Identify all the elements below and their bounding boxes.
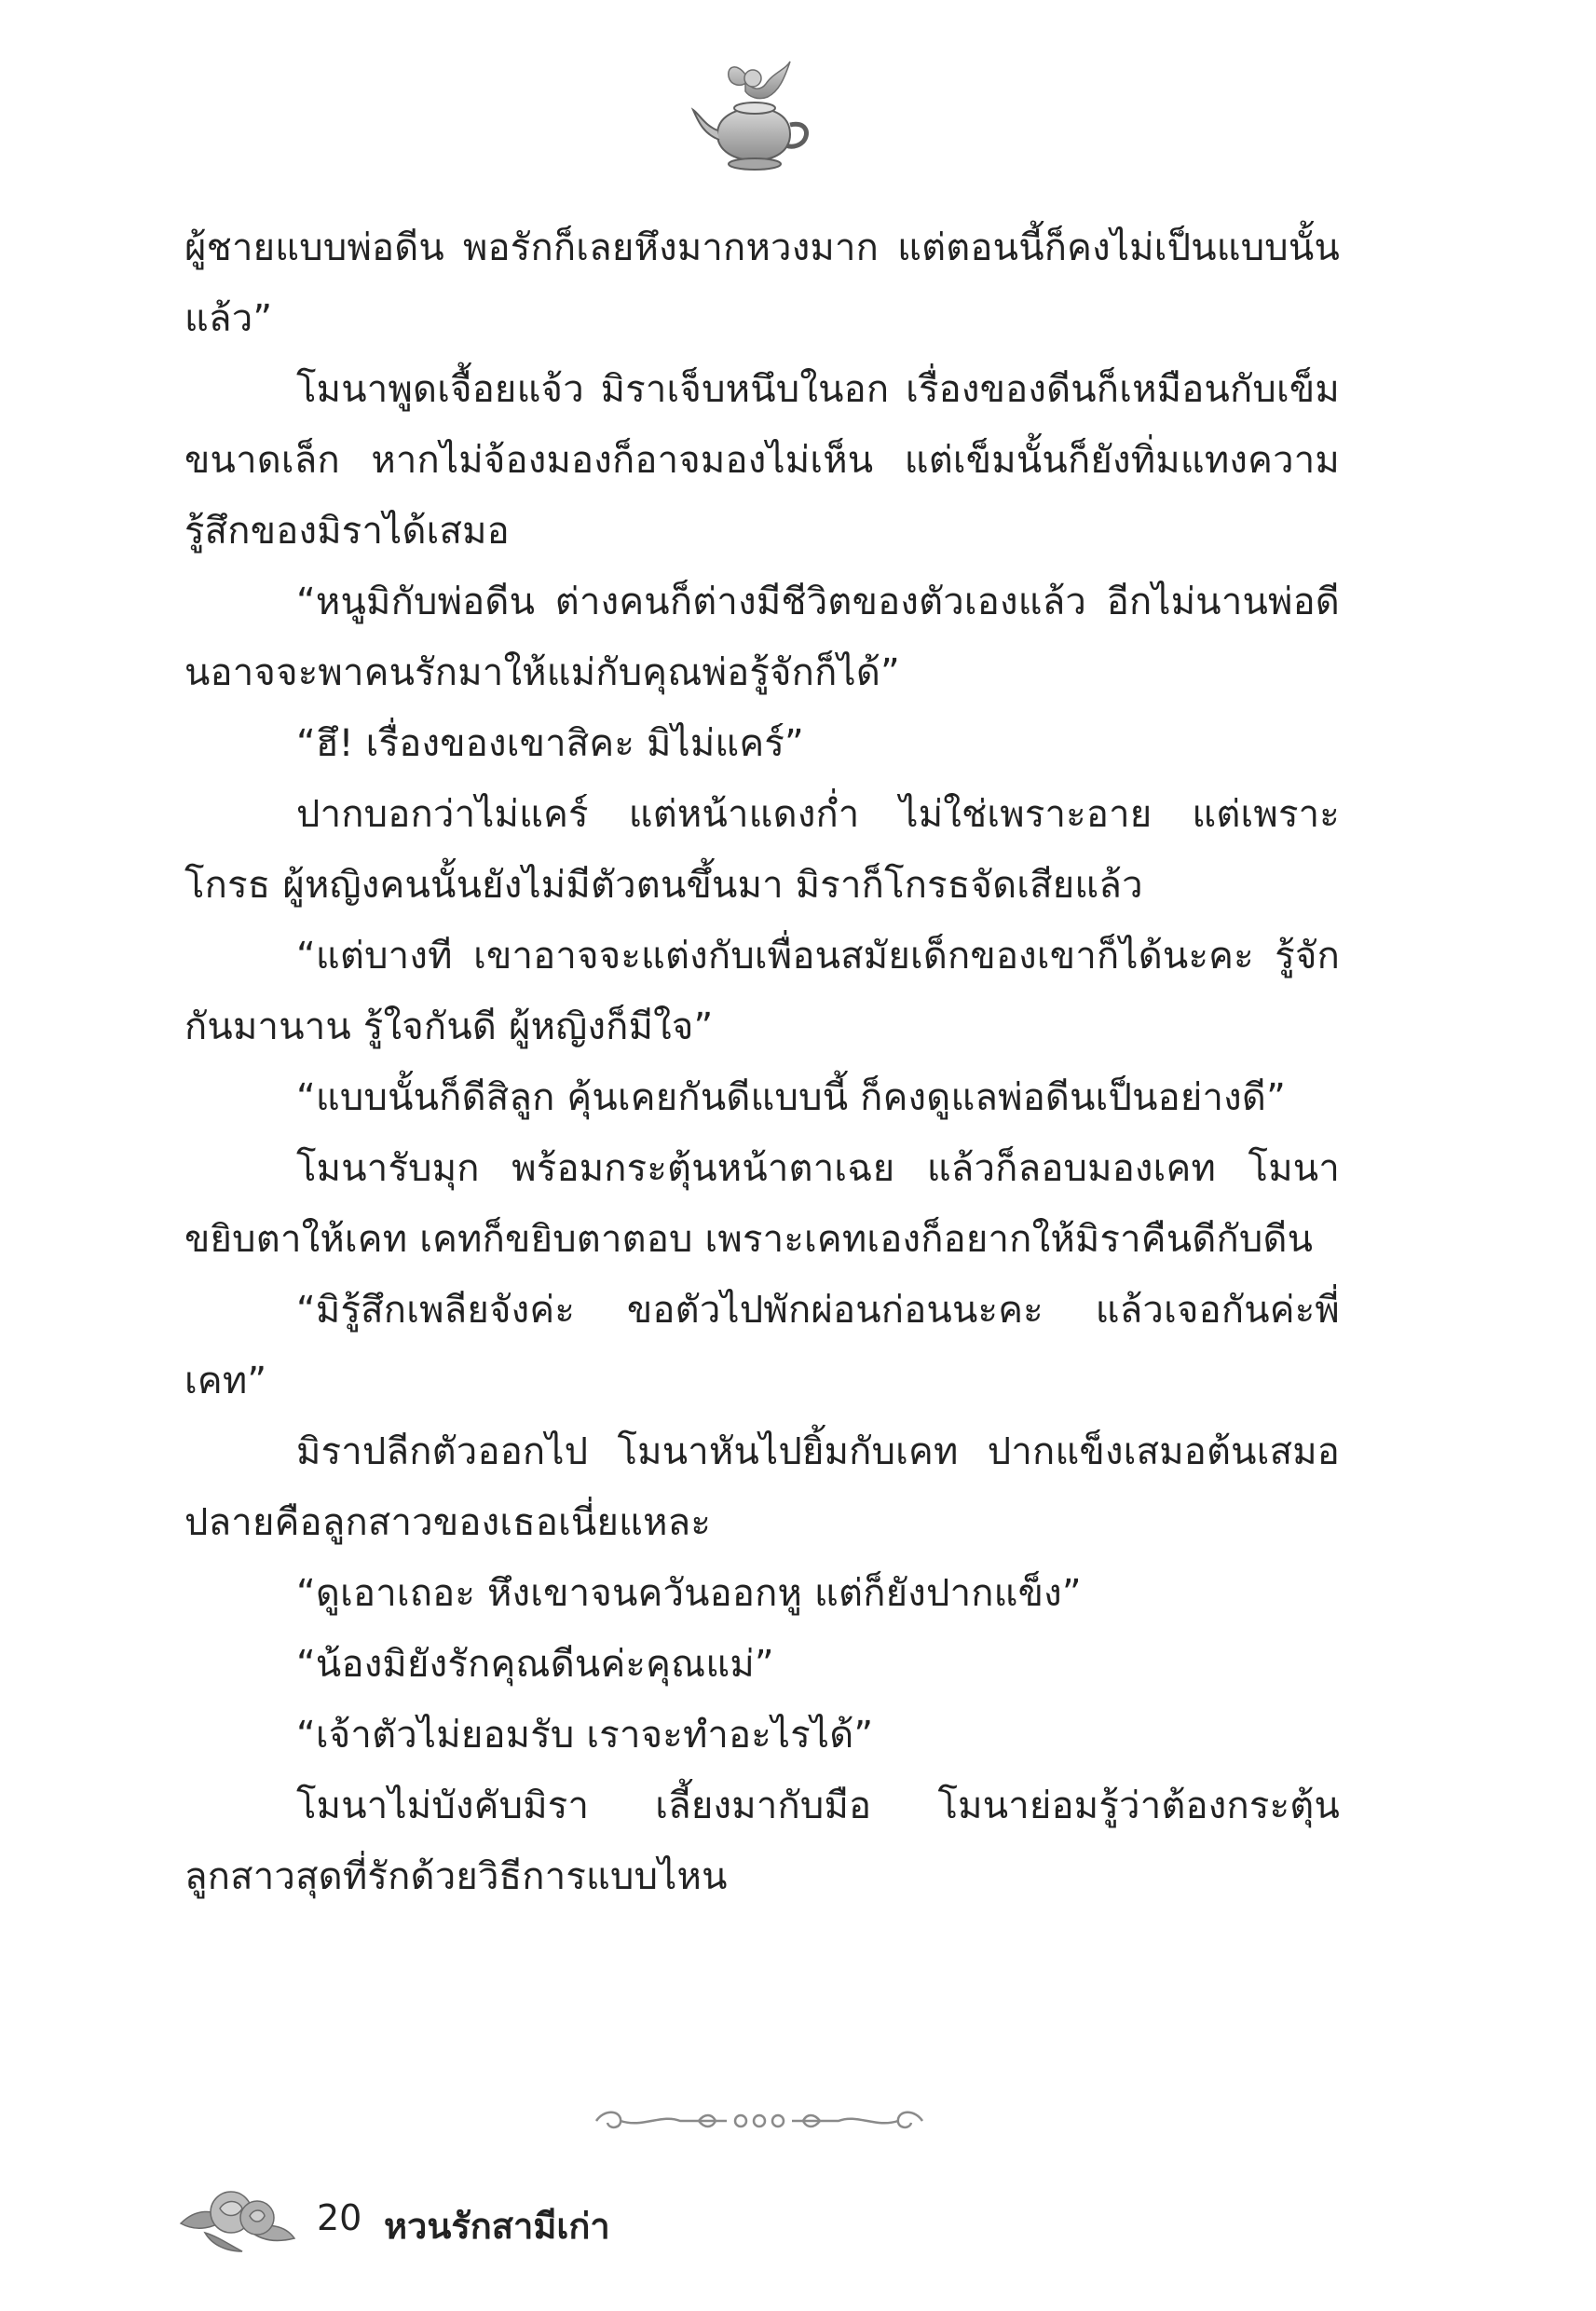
flourish-divider-icon bbox=[587, 2104, 932, 2138]
paragraph: ปากบอกว่าไม่แคร์ แต่หน้าแดงก่ำ ไม่ใช่เพราะอาย แต่เพราะโกรธ ผู้หญิงคนนั้นยังไม่มีตัวตนขึ้นมา มิราก็โกรธจัดเสียแล้ว bbox=[184, 793, 1340, 907]
paragraph: “แบบนั้นก็ดีสิลูก คุ้นเคยกันดีแบบนี้ ก็คงดูแลพ่อดีนเป็นอย่างดี” bbox=[296, 1076, 1287, 1119]
paragraph: โมนาพูดเจื้อยแจ้ว มิราเจ็บหนึบในอก เรื่องของดีนก็เหมือนกับเข็มขนาดเล็ก หากไม่จ้องมองก็อาจมองไม่เห็น แต่เข็มนั้นก็ยังทิ่มแทงความรู้สึกของมิราได้เสมอ bbox=[184, 368, 1340, 553]
page-number: 20 bbox=[317, 2197, 362, 2238]
paragraph: มิราปลีกตัวออกไป โมนาหันไปยิ้มกับเคท ปากแข็งเสมอต้นเสมอปลายคือลูกสาวของเธอเนี่ยแหละ bbox=[184, 1430, 1340, 1544]
book-title: หวนรักสามีเก่า bbox=[384, 2206, 610, 2247]
rose-icon bbox=[177, 2181, 298, 2255]
paragraph: “ดูเอาเถอะ หึงเขาจนควันออกหู แต่ก็ยังปากแข็ง” bbox=[296, 1572, 1082, 1615]
paragraph: โมนาไม่บังคับมิรา เลี้ยงมากับมือ โมนาย่อมรู้ว่าต้องกระตุ้นลูกสาวสุดที่รักด้วยวิธีการแบบไหน bbox=[184, 1785, 1340, 1898]
story-text bbox=[184, 212, 1340, 1912]
paragraph: “แต่บางที เขาอาจจะแต่งกับเพื่อนสมัยเด็กของเขาก็ได้นะคะ รู้จักกันมานาน รู้ใจกันดี ผู้หญิงก็มีใจ” bbox=[184, 935, 1340, 1048]
paragraph: “หนูมิกับพ่อดีน ต่างคนก็ต่างมีชีวิตของตัวเองแล้ว อีกไม่นานพ่อดีนอาจจะพาคนรักมาให้แม่กับคุณพ่อรู้จักก็ได้” bbox=[184, 581, 1340, 694]
paragraph: “เจ้าตัวไม่ยอมรับ เราจะทำอะไรได้” bbox=[296, 1714, 874, 1757]
paragraph: “มิรู้สึกเพลียจังค่ะ ขอตัวไปพักผ่อนก่อนนะคะ แล้วเจอกันค่ะพี่เคท” bbox=[184, 1289, 1340, 1402]
paragraph: ผู้ชายแบบพ่อดีน พอรักก็เลยหึงมากหวงมาก แต่ตอนนี้ก็คงไม่เป็นแบบนั้นแล้ว” bbox=[184, 226, 1340, 340]
paragraph: “น้องมิยังรักคุณดีนค่ะคุณแม่” bbox=[296, 1643, 774, 1686]
cupid-teapot-icon bbox=[689, 54, 820, 185]
paragraph: โมนารับมุก พร้อมกระตุ้นหน้าตาเฉย แล้วก็ลอบมองเคท โมนาขยิบตาให้เคท เคทก็ขยิบตาตอบ เพราะเคทเองก็อยากให้มิราคืนดีกับดีน bbox=[184, 1147, 1340, 1261]
paragraph: “ฮึ! เรื่องของเขาสิคะ มิไม่แคร์” bbox=[296, 722, 804, 765]
page-footer bbox=[177, 2181, 829, 2264]
